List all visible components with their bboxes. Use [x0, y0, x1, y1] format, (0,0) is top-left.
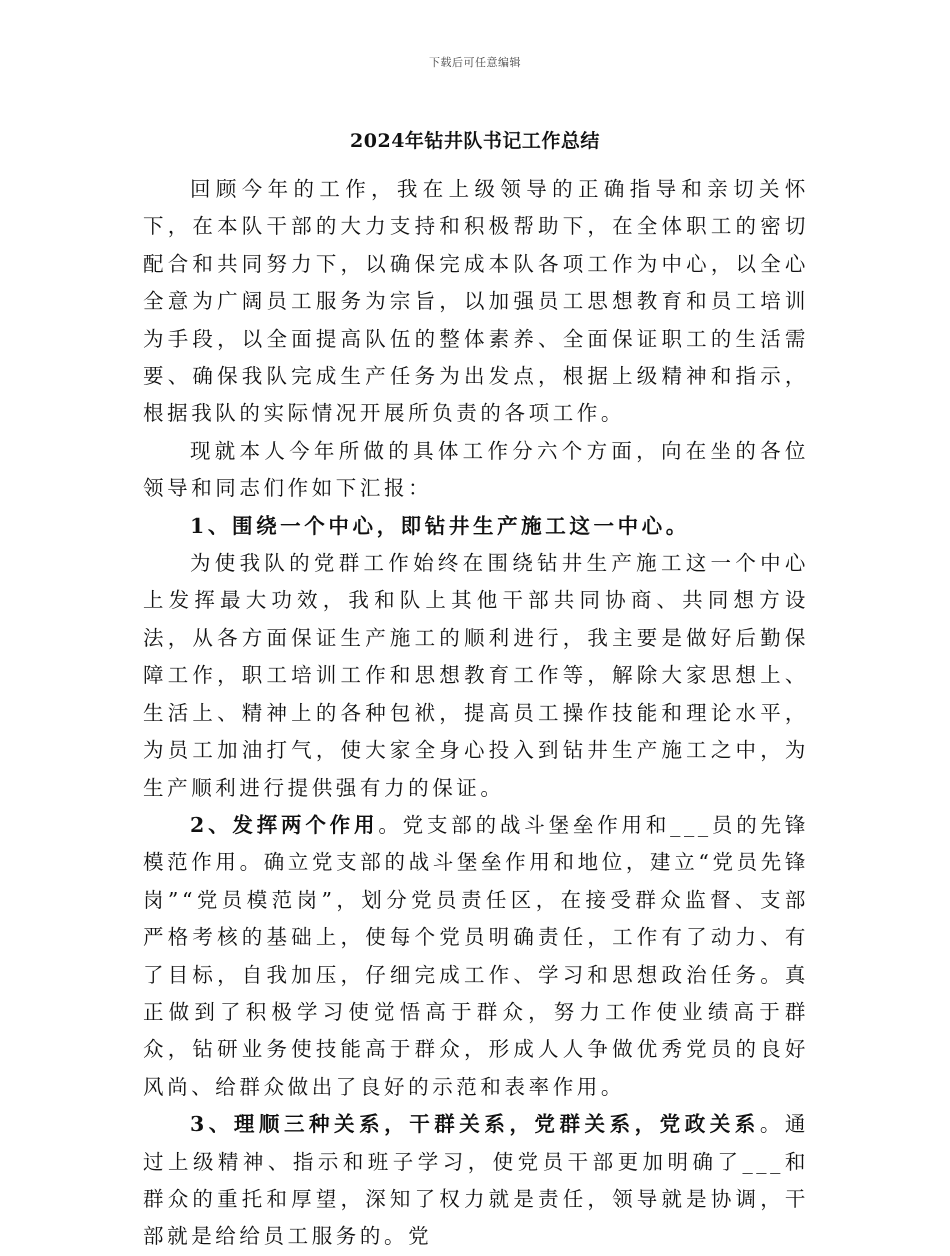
header-note: 下载后可任意编辑 — [429, 56, 521, 69]
paragraph-report-intro: 现就本人今年所做的具体工作分六个方面，向在坐的各位领导和同志们作如下汇报： — [143, 438, 809, 501]
section-heading-3: 3、理顺三种关系，干群关系，党群关系，党政关系 — [190, 1112, 760, 1137]
section-heading-1: 1、围绕一个中心，即钻井生产施工这一中心。 — [190, 513, 690, 538]
paragraph-section-3 — [143, 1106, 809, 1256]
section-3-text: 。通过上级精神、指示和班子学习，使党员干部更加明确了___和群众的重托和厚望，深知了权力就是责任，领导就是协调，干部就是给给员工服务的。党 — [143, 1112, 810, 1249]
paragraph-section-1: 为使我队的党群工作始终在围绕钻井生产施工这一个中心上发挥最大功效，我和队上其他干部共同协商、共同想方设法，从各方面保证生产施工的顺利进行，我主要是做好后勤保障工作，职工培训工作和思想教育工作等，解除大家思想上、生活上、精神上的各种包袱，提高员工操作技能和理论水平，为员工加油打气，使大家全身心投入到钻井生产施工之中，为生产顺利进行提供强有力的保证。 — [143, 551, 809, 800]
paragraph-section-2 — [143, 807, 809, 1106]
document-body — [143, 171, 809, 1256]
paragraph-intro: 回顾今年的工作，我在上级领导的正确指导和亲切关怀下，在本队干部的大力支持和积极帮助下，在全体职工的密切配合和共同努力下，以确保完成本队各项工作为中心，以全心全意为广阔员工服务为宗旨，以加强员工思想教育和员工培训为手段，以全面提高队伍的整体素养、全面保证职工的生活需要、确保我队完成生产任务为出发点，根据上级精神和指示，根据我队的实际情况开展所负责的各项工作。 — [143, 177, 809, 426]
document-title: 2024年钻井队书记工作总结 — [350, 130, 600, 152]
section-heading-2: 2、发挥两个作用 — [190, 812, 379, 837]
section-2-text: 。党支部的战斗堡垒作用和___员的先锋模范作用。确立党支部的战斗堡垒作用和地位，建立“党员先锋岗”“党员模范岗”，划分党员责任区，在接受群众监督、支部严格考核的基础上，使每个党员明确责任，工作有了动力、有了目标，自我加压，仔细完成工作、学习和思想政治任务。真正做到了积极学习使觉悟高于群众，努力工作使业绩高于群众，钻研业务使技能高于群众，形成人人争做优秀党员的良好风尚、给群众做出了良好的示范和表率作用。 — [143, 812, 809, 1099]
